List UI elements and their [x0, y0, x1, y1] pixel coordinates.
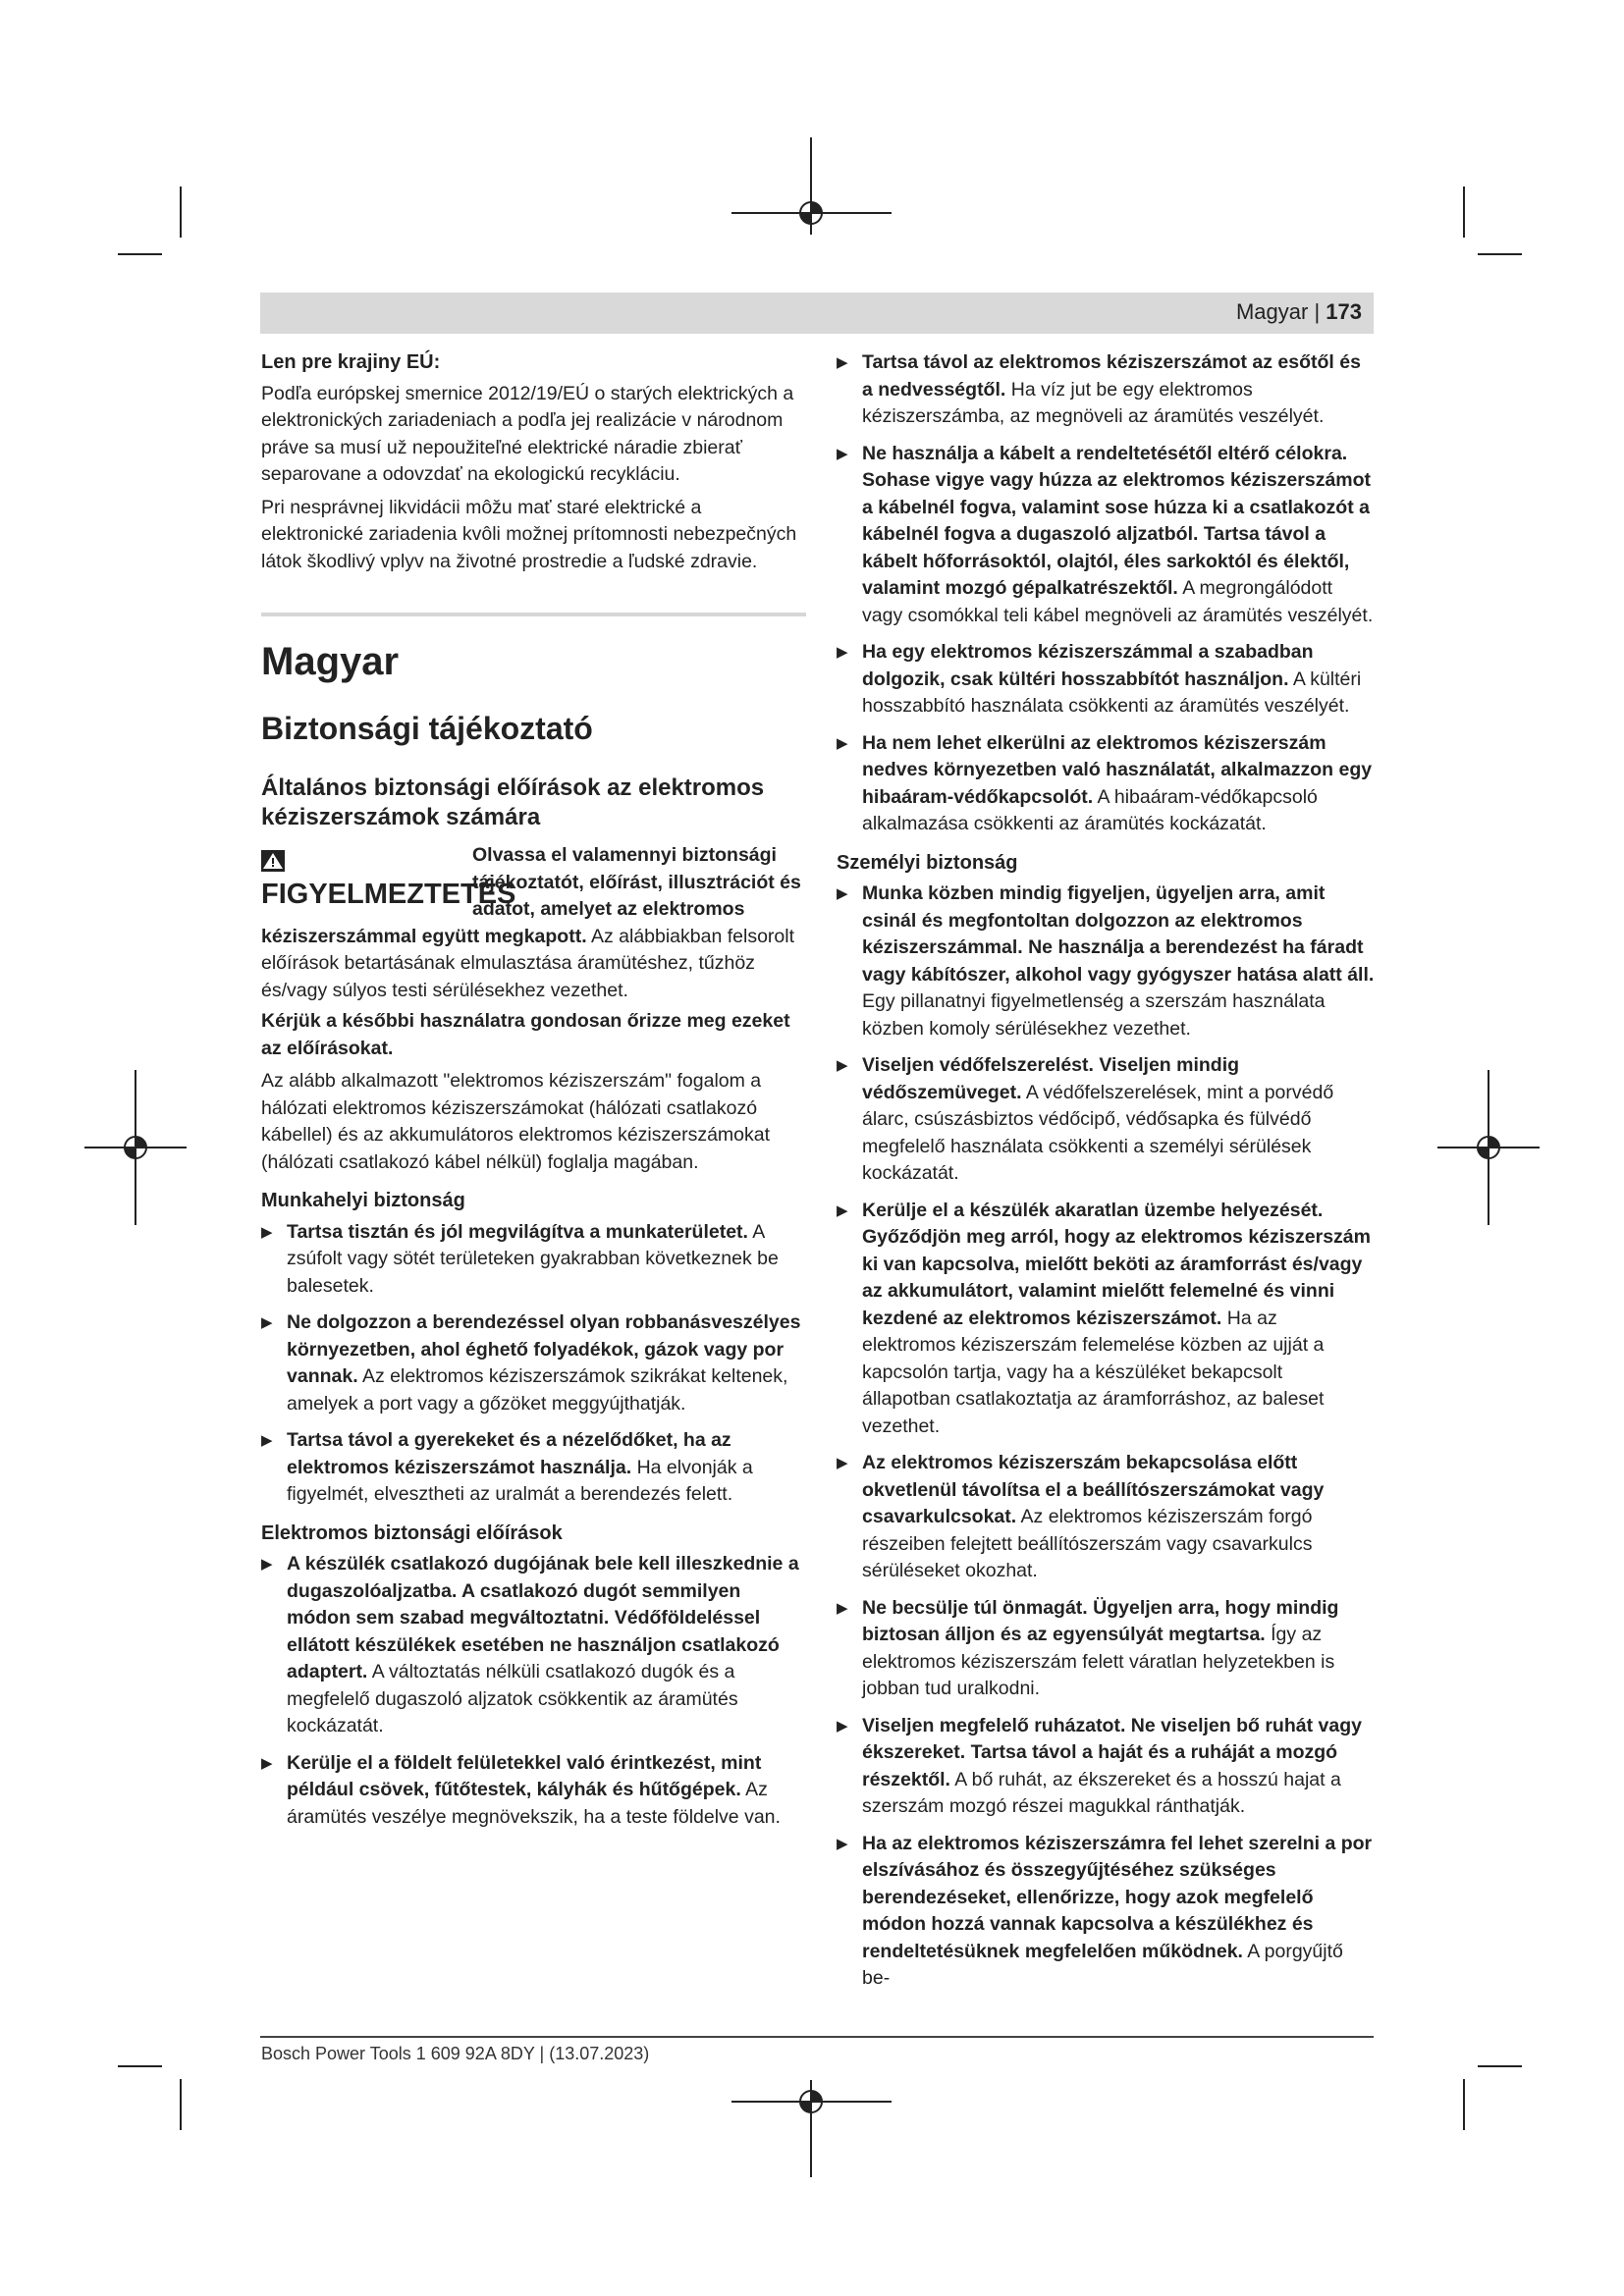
item-text: Így az elektromos kéziszerszám felett váratlan helyzetekben is jobban tud uralkodni.: [862, 1624, 1335, 1699]
item-bold: Kerülje el a készülék akaratlan üzembe helyezését. Győződjön meg arról, hogy az elektromos kéziszerszám ki van kapcsolva, mielőtt beköti az áramforrást és/vagy az akkumulátort, valamint mielőtt felemelné és vinni kezdené az elektromos kéziszerszámot.: [862, 1199, 1371, 1329]
list-item: [837, 349, 1375, 431]
eu-heading: Len pre krajiny EÚ:: [261, 351, 441, 373]
item-text: A bő ruhát, az ékszereket és a hosszú hajat a szerszám mozgó részei magukkal ránthatják.: [862, 1768, 1341, 1817]
crop-mark: [1510, 1147, 1540, 1148]
general-safety-title: Általános biztonsági előírások az elektromos kéziszerszámok számára: [261, 774, 765, 830]
item-bold: Viseljen megfelelő ruházatot. Ne viseljen bő ruhát vagy ékszereket. Tartsa távol a haját és a ruháját a mozgó részektől.: [862, 1714, 1362, 1790]
warning-label: [261, 844, 516, 911]
crop-mark: [1478, 253, 1522, 255]
item-bold: Ha az elektromos kéziszerszámra fel lehet szerelni a por elszívásához és összegyűjtéséhez szükséges berendezéseket, ellenőrizze, hogy azok megfelelő módon hozzá vannak kapcsolva a készülékhez és rendeltetésüknek megfelelően működnek.: [862, 1832, 1373, 1962]
crop-mark: [180, 2079, 182, 2130]
list-item: [837, 1052, 1375, 1188]
item-bold: Ha egy elektromos kéziszerszámmal a szabadban dolgozik, csak kültéri hosszabbítót használjon.: [862, 641, 1314, 690]
item-text: A védőfelszerelések, mint a porvédő álarc, csúszásbiztos védőcipő, védősapka és fülvédő megfelelő használata csökkenti a személyi sérülések kockázatát.: [862, 1081, 1334, 1184]
registration-mark-icon: [789, 2080, 833, 2123]
list-item: [837, 441, 1375, 630]
right-column: [837, 349, 1375, 2002]
warning-block: [261, 842, 806, 1004]
footer-divider: [260, 2036, 1374, 2038]
list-item: [837, 1198, 1375, 1441]
registration-mark-icon: [1467, 1126, 1510, 1169]
definition-paragraph: Az alább alkalmazott "elektromos kéziszerszám" fogalom a hálózati elektromos kéziszerszámokat (hálózati csatlakozó kábellel) és az akkumulátoros elektromos kéziszerszámokat (hálózati csatlakozó kábel nélkül) foglalja magában.: [261, 1070, 771, 1173]
item-text: A megrongálódott vagy csomókkal teli kábel megnöveli az áramütés veszélyét.: [862, 577, 1374, 626]
crop-mark: [84, 1147, 114, 1148]
crop-mark: [731, 212, 790, 214]
crop-mark: [731, 2101, 790, 2103]
crop-mark: [810, 137, 812, 191]
crop-mark: [157, 1147, 187, 1148]
personal-safety-title: Személyi biztonság: [837, 851, 1018, 874]
crop-mark: [118, 2065, 162, 2067]
list-item: [837, 881, 1375, 1042]
item-text: A hibaáram-védőkapcsoló alkalmazása csökkenti az áramütés kockázatát.: [862, 785, 1318, 834]
crop-mark: [1488, 1070, 1489, 1126]
warning-label-text: FIGYELMEZTETÉS: [261, 879, 516, 910]
list-item: [261, 1219, 806, 1301]
item-bold: Tartsa távol a gyerekeket és a nézelődőket, ha az elektromos kéziszerszámot használja.: [287, 1429, 731, 1478]
page-number: 173: [1326, 299, 1362, 324]
crop-mark: [180, 187, 182, 238]
list-item: [837, 730, 1375, 838]
item-text: A zsúfolt vagy sötét területeken gyakrabban következnek be balesetek.: [287, 1220, 779, 1297]
crop-mark: [1463, 187, 1465, 238]
item-text: Egy pillanatnyi figyelmetlenség a szerszám használata közben komoly sérülésekhez vezethet.: [862, 990, 1326, 1040]
crop-mark: [135, 1070, 136, 1126]
item-text: Az áramütés veszélye megnövekszik, ha a teste földelve van.: [287, 1779, 781, 1828]
item-bold: Viseljen védőfelszerelést. Viseljen mindig védőszemüveget.: [862, 1054, 1240, 1103]
crop-mark: [833, 212, 892, 214]
warning-bold-text: Olvassa el valamennyi biztonsági tájékoztatót, előírást, illusztrációt és adatot, amelyet az elektromos kéziszerszámmal együtt megkapott.: [261, 844, 801, 947]
header-section: Magyar: [1235, 299, 1309, 324]
crop-mark: [135, 1169, 136, 1225]
language-title: Magyar: [261, 640, 400, 683]
list-item: [261, 1309, 806, 1417]
item-bold: Ne becsülje túl önmagát. Ügyeljen arra, hogy mindig biztosan álljon és az egyensúlyát megtartsa.: [862, 1596, 1339, 1645]
item-text: A porgyűjtő be-: [862, 1940, 1343, 1989]
header-label: Magyar | 173: [1235, 299, 1362, 324]
item-text: Ha az elektromos kéziszerszám felemelése közben az ujját a kapcsolón tartja, vagy ha a készüléket bekapcsolt állapotban csatlakoztatja az áramforráshoz, az baleset vezethet.: [862, 1307, 1325, 1437]
crop-mark: [118, 253, 162, 255]
item-text: Ha elvonják a figyelmét, elvesztheti az uralmát a berendezés felett.: [287, 1456, 753, 1505]
warning-triangle-icon: [261, 850, 285, 872]
item-bold: Ha nem lehet elkerülni az elektromos kéziszerszám nedves környezetben való használatát, alkalmazzon egy hibaáram-védőkapcsolót.: [862, 731, 1373, 808]
crop-mark: [1488, 1169, 1489, 1225]
item-bold: Munka közben mindig figyeljen, ügyeljen arra, amit csinál és megfontoltan dolgozzon az elektromos kéziszerszámmal. Ne használja a berendezést ha fáradt vagy kábítószer, alkohol vagy gyógyszer hatása alatt áll.: [862, 882, 1375, 986]
left-column: [261, 349, 806, 1841]
item-text: Az elektromos kéziszerszám forgó részeiben felejtett beállítószerszám vagy csavarkulcs sérüléseket okozhat.: [862, 1506, 1313, 1581]
item-text: A kültéri hosszabbító használata csökkenti az áramütés veszélyét.: [862, 667, 1362, 717]
item-bold: Tartsa tisztán és jól megvilágítva a munkaterületet.: [287, 1220, 748, 1243]
safety-title: Biztonsági tájékoztató: [261, 711, 593, 746]
item-bold: Az elektromos kéziszerszám bekapcsolása előtt okvetlenül távolítsa el a beállítószerszámokat vagy csavarkulcsokat.: [862, 1452, 1325, 1527]
list-item: [837, 639, 1375, 721]
work-area-title: Munkahelyi biztonság: [261, 1190, 465, 1211]
list-item: [837, 1595, 1375, 1703]
item-text: Az elektromos kéziszerszámok szikrákat keltenek, amelyek a port vagy a gőzöket meggyújthatják.: [287, 1365, 788, 1415]
registration-mark-icon: [114, 1126, 157, 1169]
list-item: [837, 1713, 1375, 1821]
item-bold: Tartsa távol az elektromos kéziszerszámot az esőtől és a nedvességtől.: [862, 351, 1361, 400]
crop-mark: [810, 2123, 812, 2177]
list-item: [261, 1750, 806, 1832]
list-item: [261, 1427, 806, 1509]
crop-mark: [1437, 1147, 1467, 1148]
page-header: [260, 293, 1374, 334]
item-bold: A készülék csatlakozó dugójának bele kell illeszkednie a dugaszolóaljzatba. A csatlakozó dugót semmilyen módon sem szabad megváltoztatni. Védőföldeléssel ellátott készülékek esetében ne használjon csatlakozó adaptert.: [287, 1553, 799, 1682]
crop-mark: [1463, 2079, 1465, 2130]
electric-safety-title: Elektromos biztonsági előírások: [261, 1522, 563, 1544]
list-item: [837, 1831, 1375, 1993]
footer-text: Bosch Power Tools 1 609 92A 8DY | (13.07.2023): [261, 2044, 650, 2063]
item-bold: Kerülje el a földelt felületekkel való érintkezést, mint például csövek, fűtőtestek, kályhák és hűtőgépek.: [287, 1751, 762, 1800]
list-item: [261, 1551, 806, 1740]
item-bold: Ne használja a kábelt a rendeltetésétől eltérő célokra. Sohase vigye vagy húzza az elektromos kéziszerszámot a kábelnél fogva, valamint sose húzza ki a csatlakozót a kábelnél fogva a dugaszoló aljzatból. Tartsa távol a kábelt hőforrásoktól, olajtól, éles sarkoktól és élektől, valamint mozgó gépalkatrészektől.: [862, 442, 1372, 599]
item-text: A változtatás nélküli csatlakozó dugók és a megfelelő dugaszoló aljzatok csökkentik az áramütés kockázatát.: [287, 1661, 738, 1736]
eu-paragraph: Podľa európskej smernice 2012/19/EÚ o starých elektrických a elektronických zariadeniach a podľa jej realizácie v národnom práve sa musí už nepoužiteľné elektrické náradie zbierať separovane a odovzdať na ekologickú recykláciu.: [261, 382, 794, 485]
eu-paragraph: Pri nesprávnej likvidácii môžu mať staré elektrické a elektronické zariadenia kvôli možnej prítomnosti nebezpečných látok škodlivý vplyv na životné prostredie a ľudské zdravie.: [261, 496, 797, 572]
registration-mark-icon: [789, 191, 833, 235]
item-bold: Ne dolgozzon a berendezéssel olyan robbanásveszélyes környezetben, ahol éghető folyadékok, gázok vagy por vannak.: [287, 1311, 801, 1387]
warning-text: Az alábbiakban felsorolt előírások betartásának elmulasztása áramütéshez, tűzhöz és/vagy súlyos testi sérülésekhez vezethet.: [261, 925, 795, 1001]
crop-mark: [1478, 2065, 1522, 2067]
list-item: [837, 1450, 1375, 1585]
crop-mark: [833, 2101, 892, 2103]
item-text: Ha víz jut be egy elektromos kéziszerszámba, az megnöveli az áramütés veszélyét.: [862, 378, 1325, 427]
section-divider: [261, 613, 806, 616]
keep-instructions: Kérjük a későbbi használatra gondosan őrizze meg ezeket az előírásokat.: [261, 1010, 790, 1059]
